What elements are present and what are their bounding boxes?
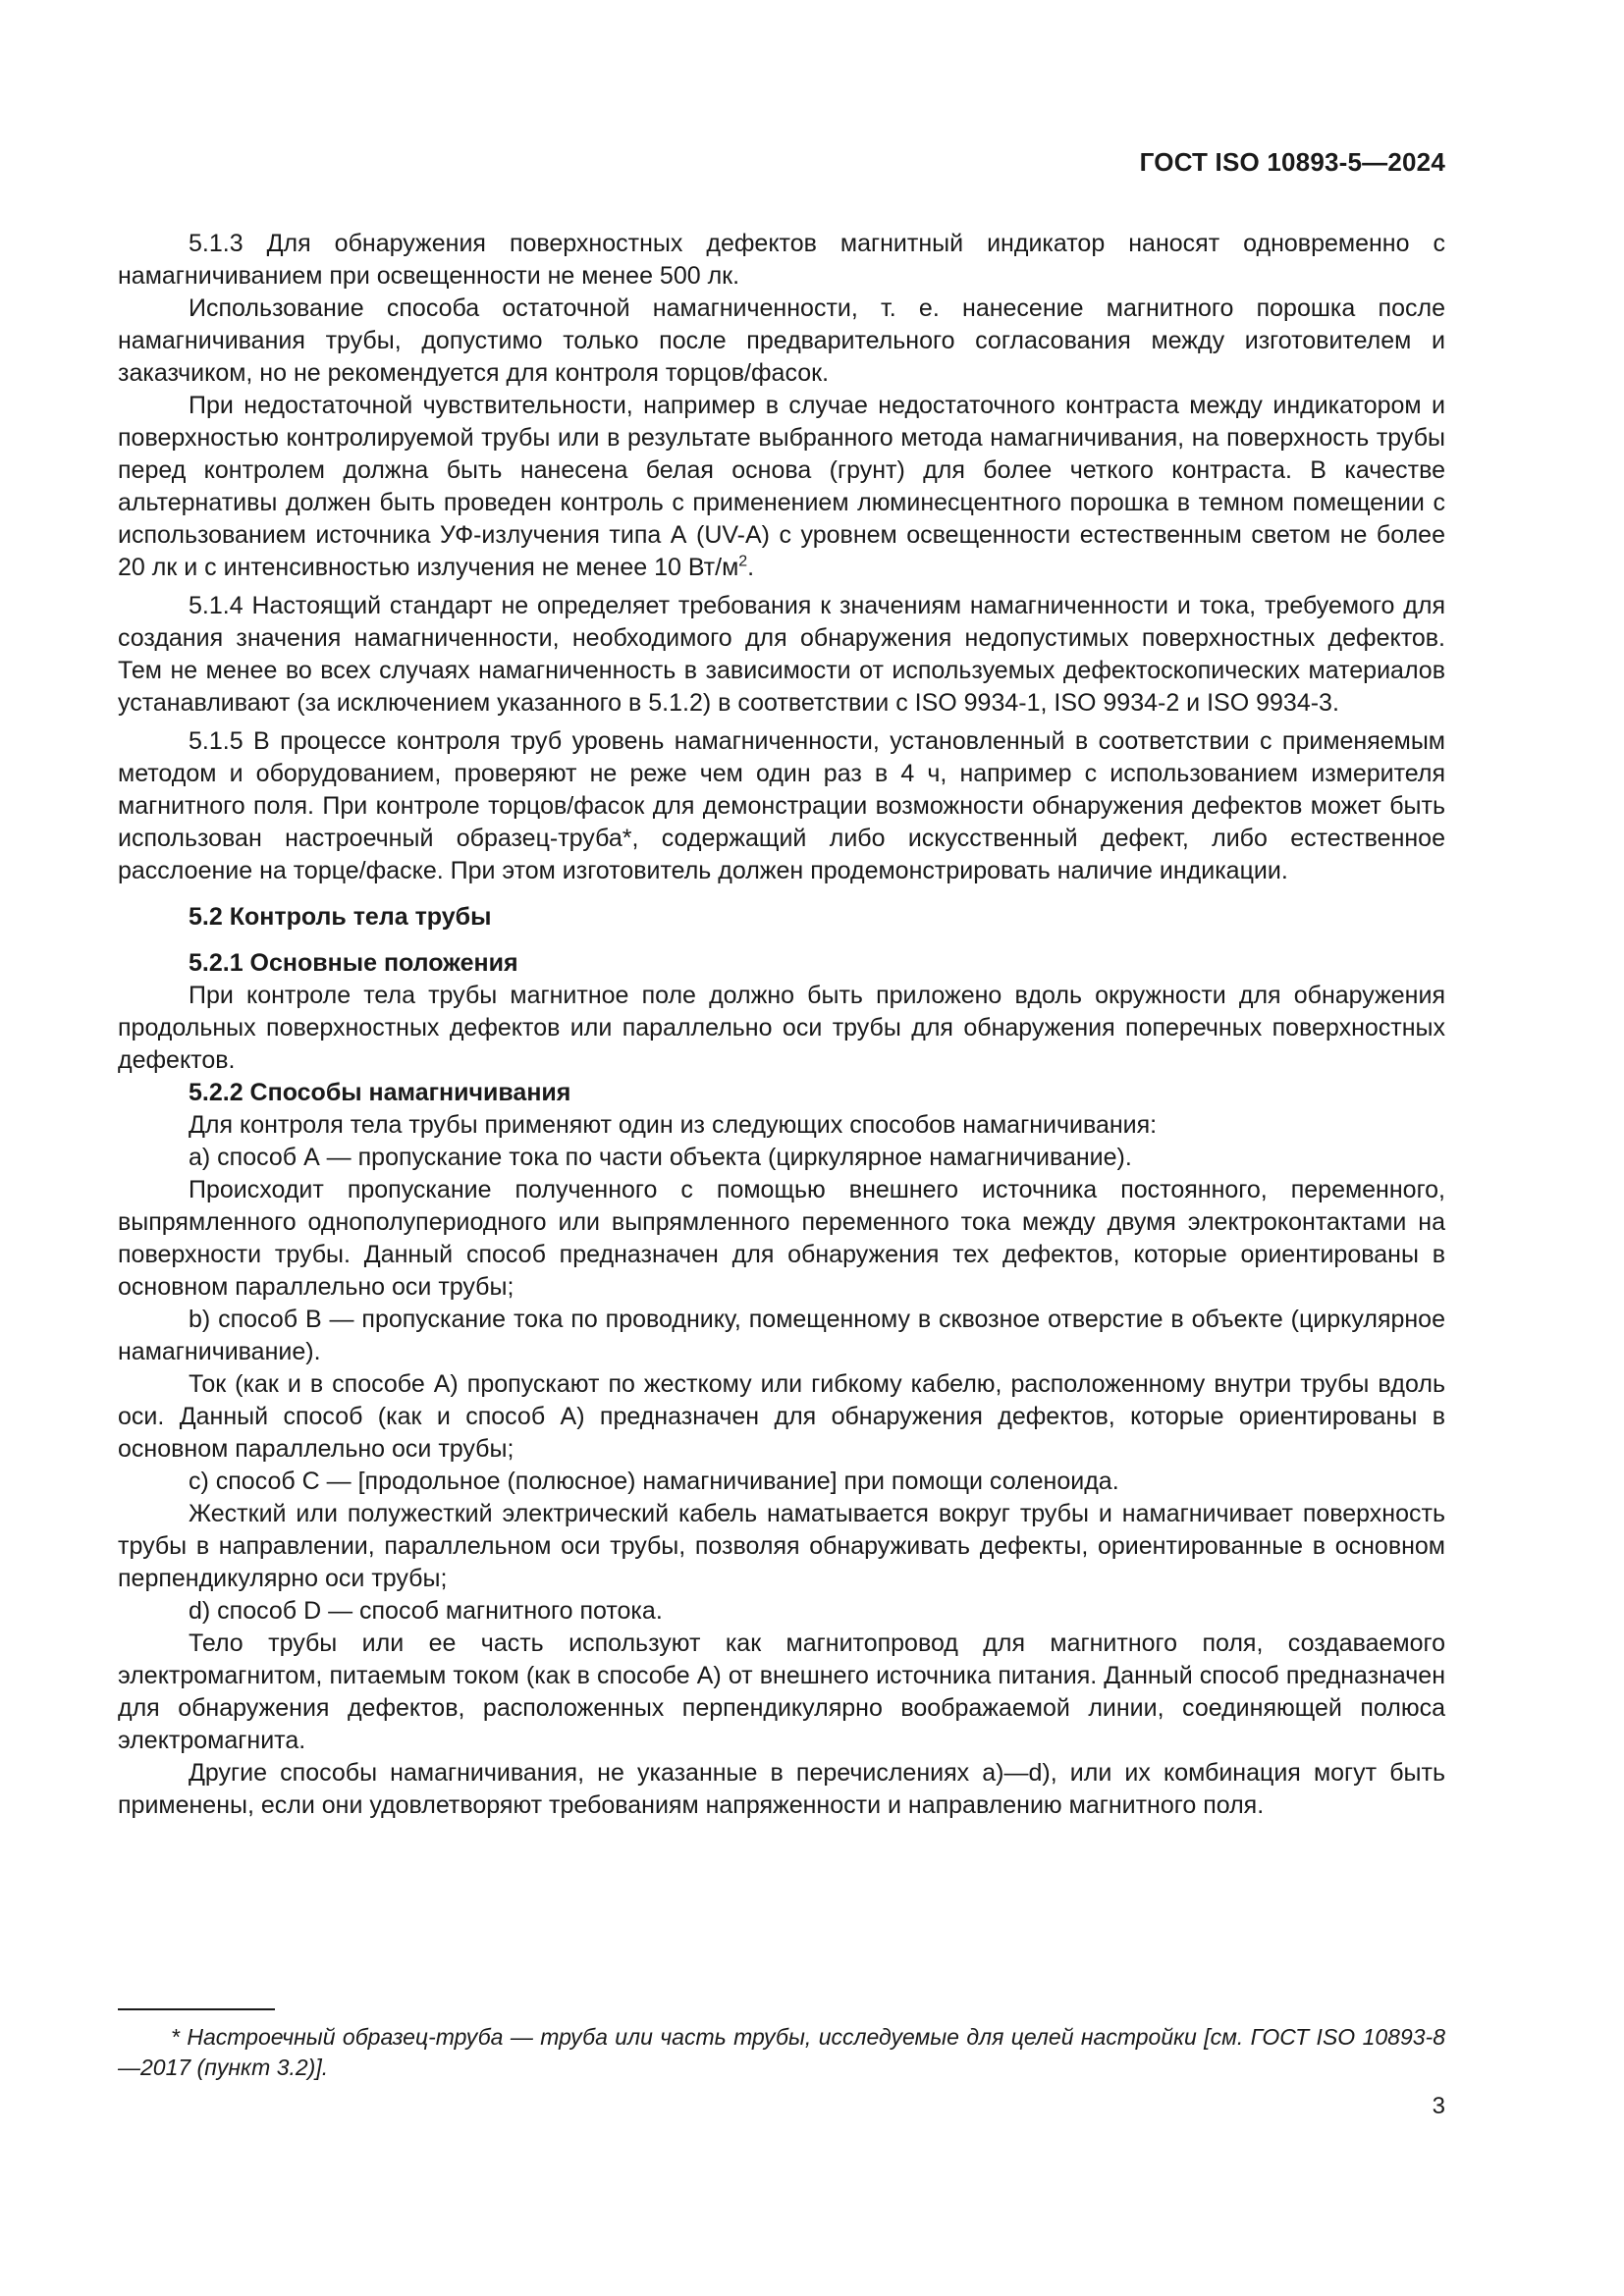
document-code-header: ГОСТ ISO 10893-5—2024: [1139, 147, 1445, 177]
paragraph-5-1-3: 5.1.3 Для обнаружения поверхностных дефектов магнитный индикатор наносят одновременно с намагничиванием при освещенности не менее 500 лк.: [118, 230, 1445, 290]
list-item-method-c: c) способ С — [продольное (полюсное) намагничивание] при помощи соленоида.: [189, 1468, 1119, 1495]
paragraph-period: .: [747, 554, 755, 581]
paragraph-other-methods: Другие способы намагничивания, не указанные в перечислениях a)—d), или их комбинация могут быть применены, если они удовлетворяют требованиям напряженности и направлению магнитного поля.: [118, 1759, 1445, 1819]
list-item-method-a-description: Происходит пропускание полученного с помощью внешнего источника постоянного, переменного, выпрямленного однополупериодного или выпрямленного переменного тока между двумя электроконтактами на поверхности трубы. Данный способ предназначен для обнаружения тех дефектов, которые ориентированы в основном параллельно оси трубы;: [118, 1176, 1445, 1301]
list-item-method-c-description: Жесткий или полужесткий электрический кабель наматывается вокруг трубы и намагничивает поверхность трубы в направлении, параллельном оси трубы, позволяя обнаруживать дефекты, ориентированные в основном перпендикулярно оси трубы;: [118, 1500, 1445, 1592]
footnote: * Настроечный образец-труба — труба или часть трубы, исследуемые для целей настройки [см. ГОСТ ISO 10893-8—2017 (пункт 3.2)].: [118, 2024, 1445, 2080]
list-item-method-a: a) способ А — пропускание тока по части объекта (циркулярное намагничивание).: [189, 1144, 1132, 1171]
subsection-heading-5-2-1: 5.2.1 Основные положения: [189, 949, 518, 977]
paragraph-insufficient-sensitivity-text: При недостаточной чувствительности, например в случае недостаточного контраста между индикатором и поверхностью контролируемой трубы или в результате выбранного метода намагничивания, на поверхность трубы перед контролем должна быть нанесена белая основа (грунт) для более четкого контраста. В качестве альтернативы должен быть проведен контроль с применением люминесцентного порошка в темном помещении с использованием источника УФ-излучения типа А (UV-A) с уровнем освещенности естественным светом не более 20 лк и с интенсивностью излучения не менее 10 Вт/м: [118, 392, 1445, 581]
paragraph-insufficient-sensitivity: [118, 390, 1445, 584]
list-item-method-d: d) способ D — способ магнитного потока.: [189, 1597, 663, 1625]
superscript-square: 2: [738, 553, 748, 570]
paragraph-5-1-4: 5.1.4 Настоящий стандарт не определяет требования к значениям намагниченности и тока, требуемого для создания значения намагниченности, необходимого для обнаружения недопустимых поверхностных дефектов. Тем не менее во всех случаях намагниченность в зависимости от используемых дефектоскопических материалов устанавливают (за исключением указанного в 5.1.2) в соответствии с ISO 9934-1, ISO 9934-2 и ISO 9934-3.: [118, 592, 1445, 717]
section-heading-5-2: 5.2 Контроль тела трубы: [189, 903, 492, 931]
paragraph-5-1-5: 5.1.5 В процессе контроля труб уровень намагниченности, установленный в соответствии с применяемым методом и оборудованием, проверяют не реже чем один раз в 4 ч, например с использованием измерителя магнитного поля. При контроле торцов/фасок для демонстрации возможности обнаружения дефектов может быть использован настроечный образец-труба*, содержащий либо искусственный дефект, либо естественное расслоение на торце/фаске. При этом изготовитель должен продемонстрировать наличие индикации.: [118, 727, 1445, 884]
list-item-method-b: b) способ В — пропускание тока по проводнику, помещенному в сквозное отверстие в объекте (циркулярное намагничивание).: [118, 1306, 1445, 1365]
paragraph-residual-magnetization: Использование способа остаточной намагниченности, т. е. нанесение магнитного порошка после намагничивания трубы, допустимо только после предварительного согласования между изготовителем и заказчиком, но не рекомендуется для контроля торцов/фасок.: [118, 294, 1445, 387]
list-item-method-b-description: Ток (как и в способе А) пропускают по жесткому или гибкому кабелю, расположенному внутри трубы вдоль оси. Данный способ (как и способ А) предназначен для обнаружения дефектов, которые ориентированы в основном параллельно оси трубы;: [118, 1370, 1445, 1463]
paragraph-5-2-2-intro: Для контроля тела трубы применяют один из следующих способов намагничивания:: [189, 1111, 1158, 1139]
subsection-heading-5-2-2: 5.2.2 Способы намагничивания: [189, 1079, 571, 1106]
footnote-separator: [118, 2008, 275, 2010]
list-item-method-d-description: Тело трубы или ее часть используют как магнитопровод для магнитного поля, создаваемого электромагнитом, питаемым током (как в способе А) от внешнего источника питания. Данный способ предназначен для обнаружения дефектов, расположенных перпендикулярно воображаемой линии, соединяющей полюса электромагнита.: [118, 1629, 1445, 1754]
page-number: 3: [1432, 2093, 1445, 2119]
paragraph-5-2-1: При контроле тела трубы магнитное поле должно быть приложено вдоль окружности для обнаружения продольных поверхностных дефектов или параллельно оси трубы для обнаружения поперечных поверхностных дефектов.: [118, 982, 1445, 1074]
document-body: [118, 228, 1445, 1822]
